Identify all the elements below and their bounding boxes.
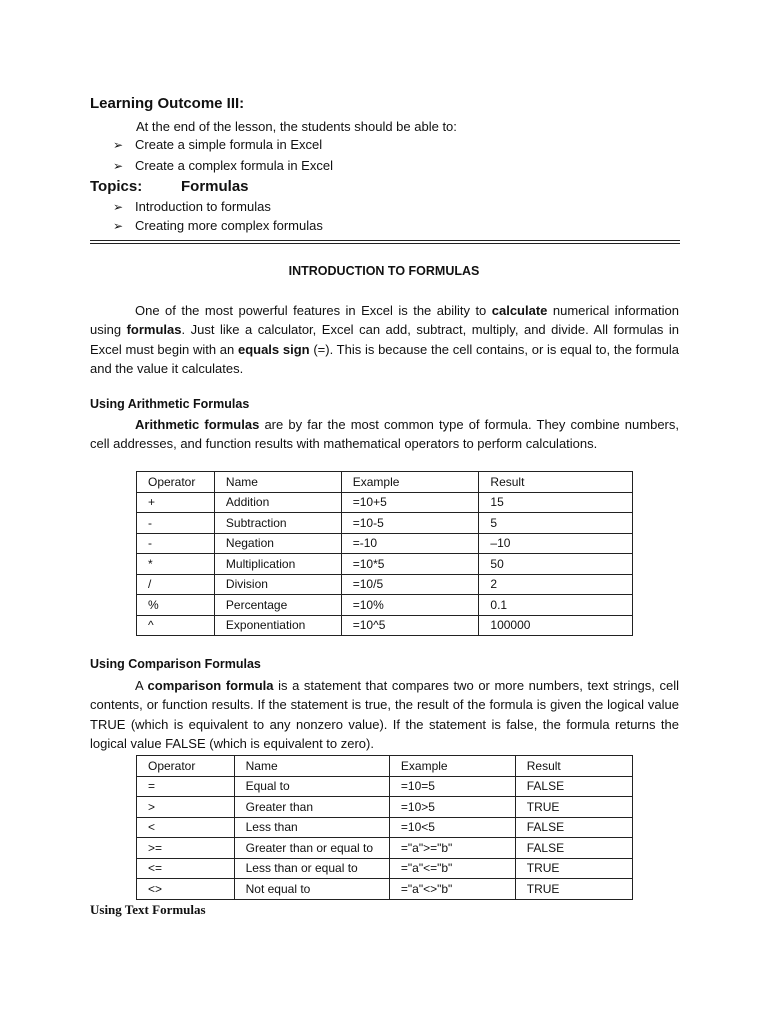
table-cell: * — [137, 554, 215, 575]
intro-paragraph — [90, 301, 679, 378]
table-cell: = — [137, 776, 235, 797]
table-cell: =10% — [341, 595, 479, 616]
table-cell: > — [137, 797, 235, 818]
table-row — [137, 533, 633, 554]
text-run: One of the most powerful features in Excel is the ability to — [135, 303, 492, 318]
text-formulas-heading: Using Text Formulas — [90, 902, 206, 917]
table-cell: =10^5 — [341, 615, 479, 636]
table-cell: 100000 — [479, 615, 633, 636]
arithmetic-operators-table — [136, 471, 633, 636]
text-run: . Just like a calculator, Excel can add, subtract, multiply, and divide. All formulas in Excel must begin with an — [90, 322, 679, 357]
table-cell: Less than or equal to — [234, 858, 389, 879]
outcome-text: Create a simple formula in Excel — [135, 137, 323, 152]
table-cell: Equal to — [234, 776, 389, 797]
outcome-text: Create a complex formula in Excel — [135, 158, 333, 173]
topic-bullet — [113, 218, 323, 233]
table-row — [137, 776, 633, 797]
column-header: Result — [515, 756, 632, 777]
table-cell: 0.1 — [479, 595, 633, 616]
arithmetic-paragraph — [90, 415, 679, 454]
table-cell: 50 — [479, 554, 633, 575]
table-cell: FALSE — [515, 817, 632, 838]
table-cell: ="a">="b" — [389, 838, 515, 859]
table-cell: =10*5 — [341, 554, 479, 575]
topics-value: Formulas — [181, 178, 249, 195]
table-row — [137, 615, 633, 636]
table-row — [137, 513, 633, 534]
comparison-operators-table — [136, 755, 633, 900]
table-cell: % — [137, 595, 215, 616]
comparison-heading: Using Comparison Formulas — [90, 657, 261, 671]
table-cell: FALSE — [515, 838, 632, 859]
table-cell: ="a"<="b" — [389, 858, 515, 879]
topic-text: Creating more complex formulas — [135, 218, 323, 233]
bold-term: equals sign — [237, 341, 310, 357]
table-cell: Not equal to — [234, 879, 389, 900]
outcome-bullet — [113, 158, 333, 173]
divider-rule — [90, 243, 680, 244]
table-cell: Greater than or equal to — [234, 838, 389, 859]
topics-row — [90, 178, 249, 195]
text-run: are by far the most common type of formula. They combine numbers, cell addresses, and function results with mathematical operators to perform calculations. — [90, 417, 679, 452]
table-cell: Greater than — [234, 797, 389, 818]
column-header: Result — [479, 472, 633, 493]
table-cell: =10<5 — [389, 817, 515, 838]
table-row — [137, 879, 633, 900]
table-cell: =10/5 — [341, 574, 479, 595]
table-cell: FALSE — [515, 776, 632, 797]
table-cell: + — [137, 492, 215, 513]
table-cell: <> — [137, 879, 235, 900]
table-row — [137, 554, 633, 575]
column-header: Example — [341, 472, 479, 493]
outcome-bullet — [113, 137, 322, 152]
table-header-row — [137, 472, 633, 493]
table-cell: =10+5 — [341, 492, 479, 513]
column-header: Example — [389, 756, 515, 777]
table-cell: =10=5 — [389, 776, 515, 797]
table-cell: < — [137, 817, 235, 838]
table-row — [137, 858, 633, 879]
column-header: Name — [234, 756, 389, 777]
arithmetic-heading: Using Arithmetic Formulas — [90, 397, 250, 411]
table-cell: - — [137, 513, 215, 534]
table-cell: TRUE — [515, 858, 632, 879]
table-cell: TRUE — [515, 879, 632, 900]
table-cell: =10>5 — [389, 797, 515, 818]
topic-bullet — [113, 199, 271, 214]
comparison-paragraph — [90, 676, 679, 753]
table-cell: =10-5 — [341, 513, 479, 534]
table-header-row — [137, 756, 633, 777]
bold-term: formulas — [126, 322, 182, 338]
text-run: A — [135, 678, 148, 693]
topics-label: Topics: — [90, 178, 143, 195]
table-cell: Percentage — [214, 595, 341, 616]
text-run: numerical information using — [90, 303, 679, 338]
bold-term: calculate — [491, 303, 548, 318]
table-cell: <= — [137, 858, 235, 879]
column-header: Name — [214, 472, 341, 493]
table-cell: Subtraction — [214, 513, 341, 534]
table-row — [137, 574, 633, 595]
text-run: (=). This is because the cell contains, or is equal to, the formula and the value it calculates. — [90, 341, 679, 376]
table-row — [137, 817, 633, 838]
table-cell: Exponentiation — [214, 615, 341, 636]
arrow-bullet-icon: ➢ — [113, 138, 124, 152]
table-cell: Addition — [214, 492, 341, 513]
table-cell: Negation — [214, 533, 341, 554]
outcome-intro: At the end of the lesson, the students should be able to: — [136, 119, 457, 134]
table-cell: TRUE — [515, 797, 632, 818]
table-cell: ^ — [137, 615, 215, 636]
divider-rule — [90, 240, 680, 241]
table-row — [137, 797, 633, 818]
table-row — [137, 595, 633, 616]
table-cell: Less than — [234, 817, 389, 838]
table-row — [137, 492, 633, 513]
column-header: Operator — [137, 756, 235, 777]
table-cell: Division — [214, 574, 341, 595]
table-cell: ="a"<>"b" — [389, 879, 515, 900]
topic-text: Introduction to formulas — [135, 199, 271, 214]
column-header: Operator — [137, 472, 215, 493]
arrow-bullet-icon: ➢ — [113, 159, 124, 173]
learning-outcome-heading: Learning Outcome III: — [90, 95, 245, 112]
table-cell: 15 — [479, 492, 633, 513]
bold-term: comparison formula — [147, 678, 274, 693]
table-cell: - — [137, 533, 215, 554]
table-cell: Multiplication — [214, 554, 341, 575]
table-row — [137, 838, 633, 859]
table-cell: 5 — [479, 513, 633, 534]
table-cell: >= — [137, 838, 235, 859]
table-cell: =-10 — [341, 533, 479, 554]
table-cell: –10 — [479, 533, 633, 554]
bold-term: Arithmetic formulas — [135, 417, 260, 432]
text-run: is a statement that compares two or more numbers, text strings, cell contents, or function results. If the statement is true, the result of the formula is given the logical value TRUE (which is equivalent to any nonzero value). If the statement is false, the formula returns the logical value FALSE (which is equivalent to zero). — [90, 678, 679, 751]
arrow-bullet-icon: ➢ — [113, 219, 124, 233]
section-title: INTRODUCTION TO FORMULAS — [288, 264, 480, 278]
arrow-bullet-icon: ➢ — [113, 200, 124, 214]
table-cell: / — [137, 574, 215, 595]
table-cell: 2 — [479, 574, 633, 595]
